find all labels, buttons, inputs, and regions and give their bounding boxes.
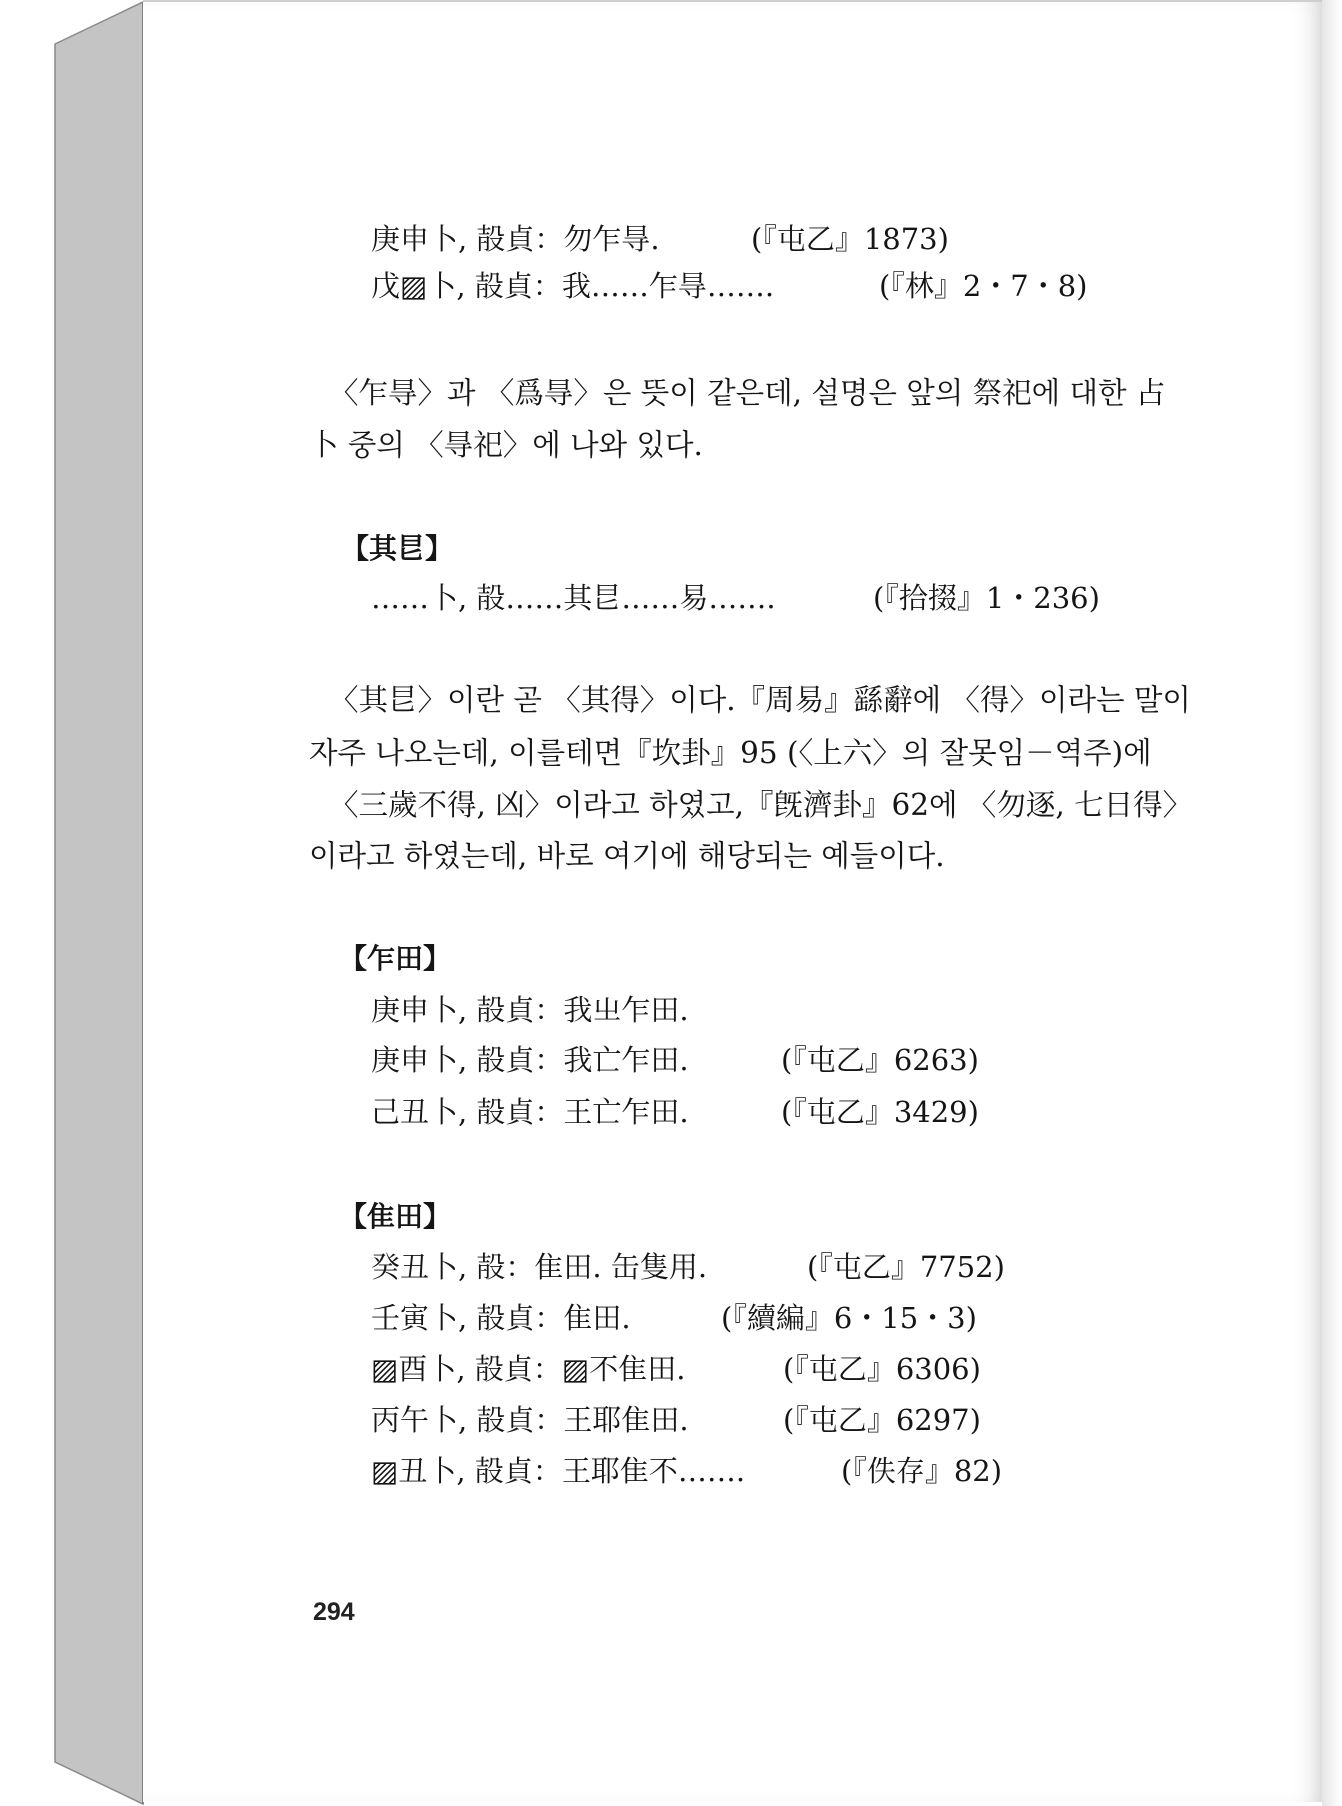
- example-text: 庚申卜, 㱿貞：勿乍㝵.: [371, 222, 660, 256]
- page-right-edge: [1322, 0, 1342, 1806]
- example-source: (『屯乙』7752): [807, 1250, 1005, 1284]
- example-source: (『拾掇』1・236): [873, 581, 1100, 615]
- example-line: [371, 219, 949, 259]
- section-heading: 【隹田】: [339, 1200, 452, 1233]
- example-text: 丙午卜, 㱿貞：王耶隹田.: [371, 1403, 689, 1437]
- example-text: 戊▨卜, 㱿貞：我……乍㝵…….: [371, 269, 775, 303]
- example-line: [371, 990, 689, 1030]
- example-source: (『屯乙』6306): [783, 1352, 981, 1386]
- example-source: (『屯乙』6263): [781, 1043, 979, 1077]
- paragraph-line: 자주 나오는데, 이를테면『坎卦』95 (〈上六〉의 잘못임－역주)에: [309, 736, 1152, 770]
- paragraph-line: 〈乍㝵〉과 〈爲㝵〉은 뜻이 같은데, 설명은 앞의 祭祀에 대한 占: [329, 376, 1166, 410]
- example-line: [371, 1092, 979, 1132]
- example-source: (『林』2・7・8): [879, 269, 1088, 303]
- example-source: (『屯乙』6297): [783, 1403, 981, 1437]
- example-text: 壬寅卜, 㱿貞：隹田.: [371, 1301, 631, 1335]
- example-text: 庚申卜, 㱿貞：我亡乍田.: [371, 1043, 689, 1077]
- example-source: (『屯乙』1873): [751, 222, 949, 256]
- example-text: 己丑卜, 㱿貞：王亡乍田.: [371, 1095, 689, 1129]
- example-text: ▨丑卜, 㱿貞：王耶隹不…….: [371, 1454, 746, 1488]
- paragraph-line: 이라고 하였는데, 바로 여기에 해당되는 예들이다.: [309, 839, 945, 873]
- example-source: (『屯乙』3429): [781, 1095, 979, 1129]
- example-source: (『佚存』82): [841, 1454, 1003, 1488]
- paragraph-line: 卜 중의 〈㝵祀〉에 나와 있다.: [309, 428, 703, 462]
- example-line: [371, 266, 1088, 306]
- example-text: ▨酉卜, 㱿貞：▨不隹田.: [371, 1352, 686, 1386]
- example-text: 庚申卜, 㱿貞：我㞢乍田.: [371, 993, 689, 1027]
- example-line: [371, 1040, 979, 1080]
- section-heading: 【乍田】: [339, 942, 452, 975]
- section-heading: 【其㫐】: [341, 532, 454, 565]
- example-line: [371, 1451, 1003, 1491]
- paragraph-line: 〈三歲不得, 凶〉이라고 하였고,『旣濟卦』62에 〈勿逐, 七日得〉: [329, 788, 1193, 822]
- example-line: [371, 1247, 1005, 1287]
- example-line: [371, 578, 1100, 618]
- example-source: (『續編』6・15・3): [721, 1301, 977, 1335]
- example-line: [371, 1298, 977, 1338]
- paragraph-line: 〈其㫐〉이란 곧 〈其得〉이다.『周易』繇辭에 〈得〉이라는 말이: [329, 683, 1191, 717]
- page-number: 294: [313, 1598, 355, 1626]
- example-line: [371, 1400, 981, 1440]
- example-text: 癸丑卜, 㱿：隹田. 缶隻用.: [371, 1250, 708, 1284]
- page-content: [143, 0, 1325, 1806]
- example-line: [371, 1349, 981, 1389]
- example-text: ……卜, 㱿……其㫐……易…….: [371, 581, 776, 615]
